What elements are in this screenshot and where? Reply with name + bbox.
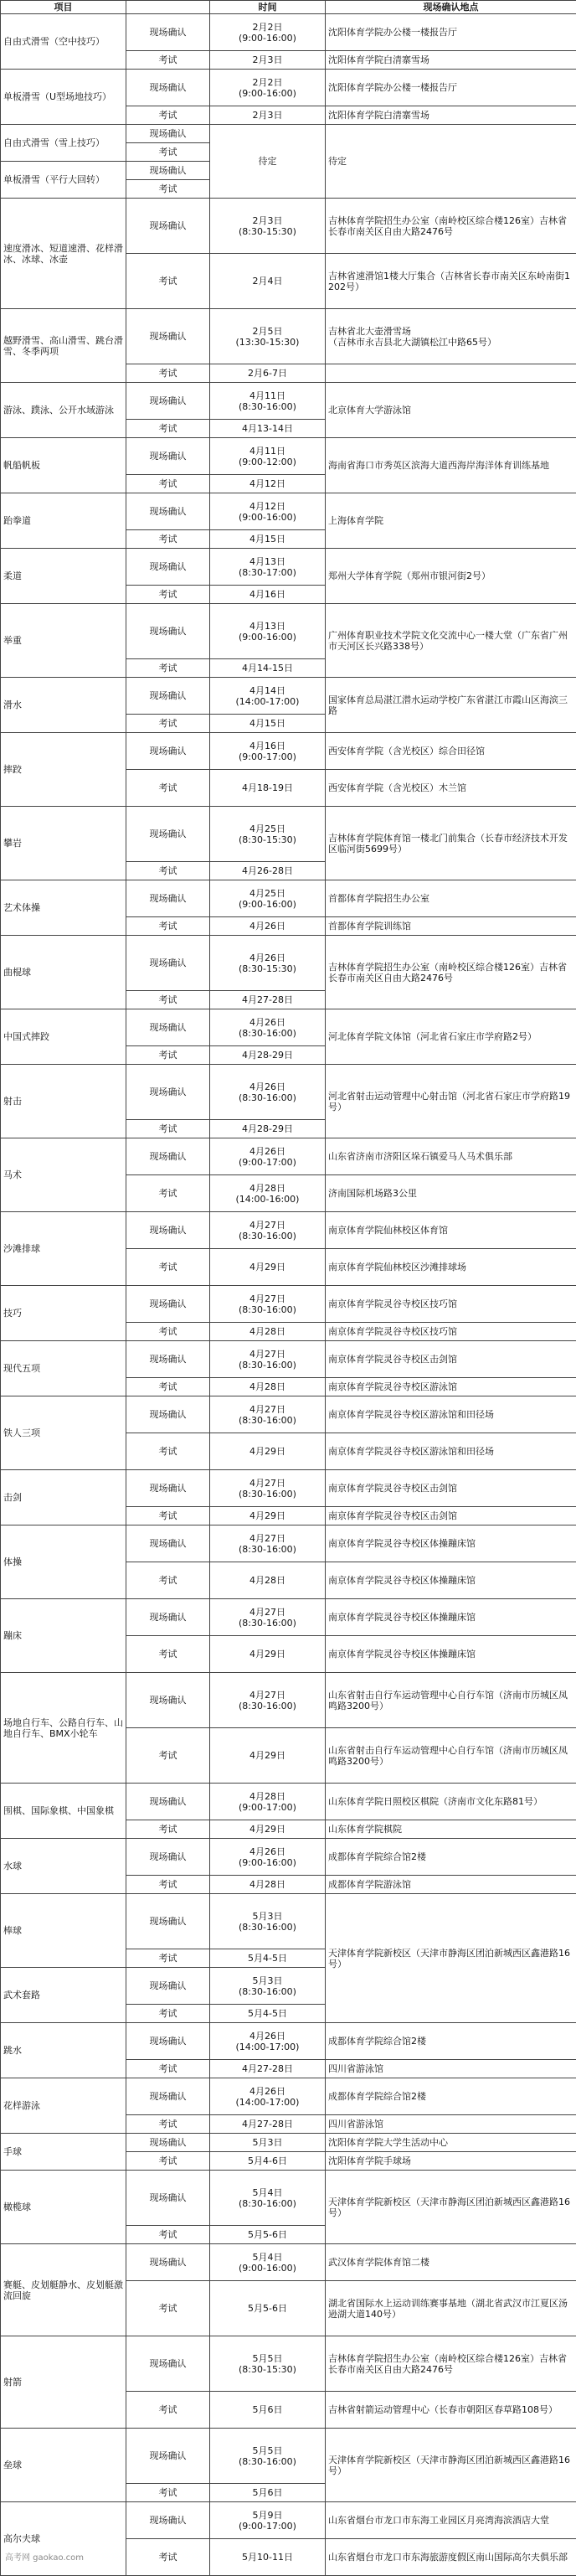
row-type: 考试 — [126, 1636, 210, 1673]
table-row — [1, 733, 576, 770]
row-location: 上海体育学院 — [326, 493, 576, 549]
project-name: 射箭 — [1, 2336, 126, 2429]
row-type: 考试 — [126, 1507, 210, 1525]
row-location: 济南国际机场路3公里 — [326, 1175, 576, 1212]
row-location: 北京体育大学游泳馆 — [326, 383, 576, 438]
row-time: 4月27日 (8:30-16:00) — [210, 1212, 326, 1249]
row-time: 5月3日 (8:30-16:00) — [210, 1968, 326, 2005]
row-location: 吉林体育学院招生办公室（南岭校区综合楼126室）吉林省长春市南关区自由大路2476号 — [326, 2336, 576, 2392]
row-time: 4月28日 (9:00-17:00) — [210, 1784, 326, 1820]
row-type: 现场确认 — [126, 70, 210, 106]
row-location: 南京体育学院灵谷寺校区体操蹦床馆 — [326, 1599, 576, 1636]
table-row — [1, 604, 576, 659]
table-row — [1, 2429, 576, 2484]
row-location: 沈阳体育学院办公楼一楼报告厅 — [326, 70, 576, 106]
row-type: 考试 — [126, 1323, 210, 1341]
row-type: 考试 — [126, 659, 210, 678]
row-type: 现场确认 — [126, 1212, 210, 1249]
row-time: 4月27日 (8:30-16:00) — [210, 1599, 326, 1636]
row-type: 现场确认 — [126, 162, 210, 180]
row-type: 考试 — [126, 1378, 210, 1396]
row-time: 2月5日 (13:30-15:30) — [210, 309, 326, 364]
row-type: 现场确认 — [126, 1470, 210, 1507]
project-name: 橄榄球 — [1, 2171, 126, 2244]
row-location — [326, 364, 576, 383]
row-time: 4月14日 (14:00-17:00) — [210, 678, 326, 715]
row-time: 4月27日 (8:30-16:00) — [210, 1470, 326, 1507]
row-location: 南京体育学院仙林校区沙滩排球场 — [326, 1249, 576, 1286]
project-name: 赛艇、皮划艇静水、皮划艇激流回旋 — [1, 2244, 126, 2336]
row-type: 现场确认 — [126, 1839, 210, 1876]
row-type: 考试 — [126, 106, 210, 125]
row-time: 4月28日 — [210, 1323, 326, 1341]
row-location: 南京体育学院灵谷寺校区游泳馆和田径场 — [326, 1396, 576, 1433]
row-type: 现场确认 — [126, 1065, 210, 1120]
table-row — [1, 1212, 576, 1249]
row-location: 吉林体育学院招生办公室（南岭校区综合楼126室）吉林省长春市南关区自由大路2476号 — [326, 936, 576, 1009]
row-location: 待定 — [326, 125, 576, 199]
row-location: 成都体育学院综合馆2楼 — [326, 2078, 576, 2115]
row-type: 考试 — [126, 1876, 210, 1894]
project-name: 现代五项 — [1, 1341, 126, 1396]
row-time: 4月27日 (8:30-16:00) — [210, 1396, 326, 1433]
row-time: 5月6日 — [210, 2392, 326, 2429]
table-row — [1, 438, 576, 475]
row-type: 现场确认 — [126, 549, 210, 586]
row-time: 4月29日 — [210, 1728, 326, 1784]
project-name: 垒球 — [1, 2429, 126, 2502]
row-type: 考试 — [126, 715, 210, 733]
row-type: 考试 — [126, 51, 210, 70]
row-type: 考试 — [126, 917, 210, 936]
project-name: 场地自行车、公路自行车、山地自行车、BMX小轮车 — [1, 1673, 126, 1784]
row-type: 现场确认 — [126, 1599, 210, 1636]
row-time: 4月25日 (8:30-15:30) — [210, 807, 326, 862]
row-time: 4月26日 (8:30-15:30) — [210, 936, 326, 991]
row-type: 考试 — [126, 2281, 210, 2336]
row-time: 5月9日 (9:00-17:00) — [210, 2502, 326, 2539]
row-time: 2月2日 (9:00-16:00) — [210, 14, 326, 51]
row-time: 5月4日 (9:00-16:00) — [210, 2244, 326, 2281]
row-time: 5月5日 (8:30-15:30) — [210, 2336, 326, 2392]
row-time: 2月2日 (9:00-16:00) — [210, 70, 326, 106]
row-location: 西安体育学院（含光校区）综合田径馆 — [326, 733, 576, 770]
row-type: 考试 — [126, 1046, 210, 1065]
row-time: 2月6-7日 — [210, 364, 326, 383]
row-location: 沈阳体育学院大学生活动中心 — [326, 2134, 576, 2152]
row-location: 吉林省北大壶滑雪场 （吉林市永吉县北大湖镇松江中路65号） — [326, 309, 576, 364]
project-name: 沙滩排球 — [1, 1212, 126, 1286]
row-location: 吉林省速滑馆1楼大厅集合（吉林省长春市南关区东岭南街1202号） — [326, 254, 576, 309]
row-location: 山东省射击自行车运动管理中心自行车馆（济南市历城区凤鸣路3200号） — [326, 1673, 576, 1728]
table-row — [1, 2171, 576, 2226]
row-time: 4月27-28日 — [210, 2060, 326, 2078]
row-time: 4月26日 (8:30-16:00) — [210, 1065, 326, 1120]
project-name: 棒球 — [1, 1894, 126, 1968]
row-type: 现场确认 — [126, 125, 210, 143]
row-location: 山东省烟台市龙口市东海旅游度假区南山国际高尔夫俱乐部 — [326, 2539, 576, 2576]
row-time: 4月27日 (8:30-16:00) — [210, 1341, 326, 1378]
row-time: 4月29日 — [210, 1507, 326, 1525]
project-name: 高尔夫球 — [1, 2502, 126, 2576]
row-location: 山东省济南市济阳区垛石镇爱马人马术俱乐部 — [326, 1138, 576, 1175]
project-name: 手球 — [1, 2134, 126, 2171]
row-time: 4月27日 (8:30-16:00) — [210, 1673, 326, 1728]
row-location: 南京体育学院灵谷寺校区体操蹦床馆 — [326, 1525, 576, 1562]
row-type: 考试 — [126, 180, 210, 199]
watermark-text: 高考网 gaokao.com — [5, 2550, 84, 2563]
row-time: 4月28-29日 — [210, 1120, 326, 1138]
row-time: 4月28日 — [210, 1562, 326, 1599]
row-time: 4月11日 (9:00-12:00) — [210, 438, 326, 475]
row-type: 考试 — [126, 254, 210, 309]
row-location: 山东体育学院日照校区棋院（济南市文化东路81号） — [326, 1784, 576, 1820]
row-location: 南京体育学院灵谷寺校区击剑馆 — [326, 1341, 576, 1378]
row-type: 现场确认 — [126, 1286, 210, 1323]
row-type: 考试 — [126, 420, 210, 438]
table-row — [1, 309, 576, 364]
row-location: 首都体育学院训练馆 — [326, 917, 576, 936]
project-name: 摔跤 — [1, 733, 126, 807]
row-time: 4月28日 — [210, 1378, 326, 1396]
project-name: 体操 — [1, 1525, 126, 1599]
row-time: 5月4-5日 — [210, 2005, 326, 2023]
row-type: 现场确认 — [126, 14, 210, 51]
table-row — [1, 1673, 576, 1728]
row-time: 5月3日 — [210, 2134, 326, 2152]
row-time: 4月16日 — [210, 586, 326, 604]
table-row — [1, 1525, 576, 1562]
row-time: 4月18-19日 — [210, 770, 326, 807]
row-type: 考试 — [126, 1175, 210, 1212]
row-time: 4月14-15日 — [210, 659, 326, 678]
row-time: 4月28-29日 — [210, 1046, 326, 1065]
row-location: 山东省烟台市龙口市东海工业园区月亮湾海滨酒店大堂 — [326, 2502, 576, 2539]
row-time: 4月13日 (9:00-16:00) — [210, 604, 326, 659]
table-row — [1, 125, 576, 143]
table-row — [1, 493, 576, 530]
table-row — [1, 880, 576, 917]
row-time: 5月4日 (8:30-16:00) — [210, 2171, 326, 2226]
row-location: 河北省射击运动管理中心射击馆（河北省石家庄市学府路19号） — [326, 1065, 576, 1138]
row-time: 4月27日 (8:30-16:00) — [210, 1286, 326, 1323]
table-row — [1, 1009, 576, 1046]
row-type: 考试 — [126, 2226, 210, 2244]
table-row — [1, 2502, 576, 2539]
row-location: 南京体育学院灵谷寺校区技巧馆 — [326, 1286, 576, 1323]
row-location: 武汉体育学院体育馆二楼 — [326, 2244, 576, 2281]
row-time: 4月11日 (8:30-16:00) — [210, 383, 326, 420]
table-row — [1, 1894, 576, 1949]
project-name: 围棋、国际象棋、中国象棋 — [1, 1784, 126, 1839]
project-name: 举重 — [1, 604, 126, 678]
row-time: 4月26日 (8:30-16:00) — [210, 1009, 326, 1046]
row-location: 成都体育学院综合馆2楼 — [326, 1839, 576, 1876]
row-type: 现场确认 — [126, 1396, 210, 1433]
table-row — [1, 199, 576, 254]
row-time: 待定 — [210, 125, 326, 199]
row-time: 2月3日 — [210, 51, 326, 70]
project-name: 柔道 — [1, 549, 126, 604]
header-type — [126, 1, 210, 14]
row-type: 现场确认 — [126, 733, 210, 770]
row-type: 考试 — [126, 2115, 210, 2134]
table-row — [1, 1784, 576, 1820]
row-type: 现场确认 — [126, 936, 210, 991]
row-location: 海南省海口市秀英区滨海大道西海岸海洋体育训练基地 — [326, 438, 576, 493]
row-location: 山东省射击自行车运动管理中心自行车馆（济南市历城区凤鸣路3200号） — [326, 1728, 576, 1784]
row-location: 首都体育学院招生办公室 — [326, 880, 576, 917]
row-location: 南京体育学院灵谷寺校区游泳馆 — [326, 1378, 576, 1396]
row-time: 4月27日 (8:30-16:00) — [210, 1525, 326, 1562]
row-time: 5月10-11日 — [210, 2539, 326, 2576]
project-name: 单板滑雪（平行大回转） — [1, 162, 126, 199]
row-time: 4月29日 — [210, 1433, 326, 1470]
table-row — [1, 2134, 576, 2152]
table-row — [1, 2023, 576, 2060]
row-location: 沈阳体育学院白清寨雪场 — [326, 51, 576, 70]
row-location: 南京体育学院灵谷寺校区击剑馆 — [326, 1470, 576, 1507]
row-type: 现场确认 — [126, 1673, 210, 1728]
row-type: 现场确认 — [126, 438, 210, 475]
row-time: 5月4-6日 — [210, 2152, 326, 2171]
project-name: 中国式摔跤 — [1, 1009, 126, 1065]
row-time: 4月25日 (9:00-16:00) — [210, 880, 326, 917]
row-location: 郑州大学体育学院（郑州市银河街2号） — [326, 549, 576, 604]
table-row — [1, 549, 576, 586]
row-type: 现场确认 — [126, 1009, 210, 1046]
row-type: 现场确认 — [126, 1784, 210, 1820]
row-location: 沈阳体育学院办公楼一楼报告厅 — [326, 14, 576, 51]
row-type: 现场确认 — [126, 2078, 210, 2115]
project-name: 自由式滑雪（空中技巧） — [1, 14, 126, 70]
row-location: 河北体育学院文体馆（河北省石家庄市学府路2号） — [326, 1009, 576, 1065]
row-location: 广州体育职业技术学院文化交流中心一楼大堂（广东省广州市天河区长兴路338号） — [326, 604, 576, 678]
table-row — [1, 2244, 576, 2281]
project-name: 帆船帆板 — [1, 438, 126, 493]
table-row — [1, 383, 576, 420]
project-name: 滑水 — [1, 678, 126, 733]
row-time: 4月12日 — [210, 475, 326, 493]
project-name: 艺术体操 — [1, 880, 126, 936]
row-time: 4月15日 — [210, 715, 326, 733]
table-row — [1, 1286, 576, 1323]
row-type: 考试 — [126, 2484, 210, 2502]
row-location: 国家体育总局湛江潜水运动学校广东省湛江市霞山区海滨三路 — [326, 678, 576, 733]
table-row — [1, 678, 576, 715]
row-time: 4月27-28日 — [210, 2115, 326, 2134]
row-type: 现场确认 — [126, 309, 210, 364]
row-type: 考试 — [126, 364, 210, 383]
table-row — [1, 2336, 576, 2392]
row-location: 吉林体育学院招生办公室（南岭校区综合楼126室）吉林省长春市南关区自由大路2476号 — [326, 199, 576, 254]
header-time: 时间 — [210, 1, 326, 14]
row-location: 南京体育学院灵谷寺校区游泳馆和田径场 — [326, 1433, 576, 1470]
row-location: 湖北省国际水上运动训练赛事基地（湖北省武汉市江夏区汤逊湖大道140号） — [326, 2281, 576, 2336]
row-type: 现场确认 — [126, 2171, 210, 2226]
project-name: 马术 — [1, 1138, 126, 1212]
row-type: 考试 — [126, 1949, 210, 1968]
row-location: 沈阳体育学院白清寨雪场 — [326, 106, 576, 125]
project-name: 游泳、蹼泳、公开水域游泳 — [1, 383, 126, 438]
row-type: 现场确认 — [126, 2134, 210, 2152]
project-name: 花样游泳 — [1, 2078, 126, 2134]
row-time: 5月5-6日 — [210, 2226, 326, 2244]
table-row — [1, 1839, 576, 1876]
row-location: 南京体育学院仙林校区体育馆 — [326, 1212, 576, 1249]
row-location: 成都体育学院游泳馆 — [326, 1876, 576, 1894]
row-type: 现场确认 — [126, 2336, 210, 2392]
row-type: 考试 — [126, 2060, 210, 2078]
row-time: 4月13-14日 — [210, 420, 326, 438]
row-type: 现场确认 — [126, 1138, 210, 1175]
row-type: 现场确认 — [126, 604, 210, 659]
project-name: 速度滑冰、短道速滑、花样滑冰、冰球、冰壶 — [1, 199, 126, 309]
row-type: 现场确认 — [126, 383, 210, 420]
table-row — [1, 1470, 576, 1507]
row-location: 天津体育学院新校区（天津市静海区团泊新城西区鑫港路16号） — [326, 2429, 576, 2502]
row-time: 4月15日 — [210, 530, 326, 549]
row-time: 4月29日 — [210, 1249, 326, 1286]
row-type: 考试 — [126, 530, 210, 549]
project-name: 曲棍球 — [1, 936, 126, 1009]
table-row — [1, 807, 576, 862]
row-type: 现场确认 — [126, 199, 210, 254]
row-type: 现场确认 — [126, 807, 210, 862]
row-type: 考试 — [126, 143, 210, 162]
row-time: 4月26日 (14:00-17:00) — [210, 2023, 326, 2060]
row-time: 4月28日 — [210, 1876, 326, 1894]
row-time: 4月29日 — [210, 1820, 326, 1839]
row-time: 5月5日 (8:30-16:00) — [210, 2429, 326, 2484]
row-type: 考试 — [126, 991, 210, 1009]
row-time: 4月26日 — [210, 917, 326, 936]
row-type: 考试 — [126, 2392, 210, 2429]
row-time: 4月26-28日 — [210, 862, 326, 880]
row-type: 考试 — [126, 1249, 210, 1286]
table-header-row — [1, 1, 576, 14]
row-time: 5月6日 — [210, 2484, 326, 2502]
project-name: 跳水 — [1, 2023, 126, 2078]
row-time: 4月26日 (9:00-16:00) — [210, 1839, 326, 1876]
project-name: 射击 — [1, 1065, 126, 1138]
row-time: 4月16日 (9:00-17:00) — [210, 733, 326, 770]
row-time: 4月13日 (8:30-17:00) — [210, 549, 326, 586]
row-time: 2月3日 (8:30-15:30) — [210, 199, 326, 254]
row-type: 现场确认 — [126, 678, 210, 715]
row-location: 南京体育学院灵谷寺校区体操蹦床馆 — [326, 1636, 576, 1673]
row-time: 2月4日 — [210, 254, 326, 309]
project-name: 水球 — [1, 1839, 126, 1894]
row-time: 4月27-28日 — [210, 991, 326, 1009]
project-name: 铁人三项 — [1, 1396, 126, 1470]
row-time: 4月28日 (14:00-16:00) — [210, 1175, 326, 1212]
row-type: 考试 — [126, 1820, 210, 1839]
table-row — [1, 1599, 576, 1636]
row-type: 考试 — [126, 475, 210, 493]
row-time: 2月3日 — [210, 106, 326, 125]
row-location: 南京体育学院灵谷寺校区击剑馆 — [326, 1507, 576, 1525]
header-project: 项目 — [1, 1, 126, 14]
row-type: 现场确认 — [126, 2429, 210, 2484]
row-type: 考试 — [126, 1433, 210, 1470]
row-location: 天津体育学院新校区（天津市静海区团泊新城西区鑫港路16号） — [326, 1894, 576, 2023]
row-location: 吉林体育学院体育馆一楼北门前集合（长春市经济技术开发区临河街5699号） — [326, 807, 576, 880]
row-type: 考试 — [126, 1728, 210, 1784]
row-time: 5月3日 (8:30-16:00) — [210, 1894, 326, 1949]
row-location: 沈阳体育学院手球场 — [326, 2152, 576, 2171]
row-type: 现场确认 — [126, 1968, 210, 2005]
row-time: 4月26日 (14:00-17:00) — [210, 2078, 326, 2115]
row-type: 考试 — [126, 1120, 210, 1138]
row-type: 考试 — [126, 2539, 210, 2576]
row-type: 考试 — [126, 2152, 210, 2171]
table-row — [1, 1341, 576, 1378]
project-name: 越野滑雪、高山滑雪、跳台滑雪、冬季两项 — [1, 309, 126, 383]
row-location: 南京体育学院灵谷寺校区技巧馆 — [326, 1323, 576, 1341]
row-type: 现场确认 — [126, 1341, 210, 1378]
project-name: 技巧 — [1, 1286, 126, 1341]
row-type: 考试 — [126, 1562, 210, 1599]
row-time: 5月5-6日 — [210, 2281, 326, 2336]
row-location: 吉林省射箭运动管理中心（长春市朝阳区春草路108号） — [326, 2392, 576, 2429]
header-location: 现场确认地点 — [326, 1, 576, 14]
project-name: 自由式滑雪（雪上技巧） — [1, 125, 126, 162]
row-type: 现场确认 — [126, 1894, 210, 1949]
table-row — [1, 1138, 576, 1175]
row-location: 成都体育学院综合馆2楼 — [326, 2023, 576, 2060]
row-time: 5月4-5日 — [210, 1949, 326, 1968]
project-name: 跆拳道 — [1, 493, 126, 549]
row-type: 考试 — [126, 2005, 210, 2023]
row-location: 山东体育学院棋院 — [326, 1820, 576, 1839]
row-type: 现场确认 — [126, 880, 210, 917]
project-name: 武术套路 — [1, 1968, 126, 2023]
project-name: 单板滑雪（U型场地技巧） — [1, 70, 126, 125]
table-row — [1, 14, 576, 51]
row-type: 现场确认 — [126, 2244, 210, 2281]
row-location: 四川省游泳馆 — [326, 2115, 576, 2134]
row-location: 天津体育学院新校区（天津市静海区团泊新城西区鑫港路16号） — [326, 2171, 576, 2244]
project-name: 击剑 — [1, 1470, 126, 1525]
row-type: 考试 — [126, 770, 210, 807]
row-time: 4月12日 (9:00-16:00) — [210, 493, 326, 530]
row-type: 现场确认 — [126, 1525, 210, 1562]
project-name: 蹦床 — [1, 1599, 126, 1673]
table-row — [1, 1396, 576, 1433]
row-type: 现场确认 — [126, 2502, 210, 2539]
project-name: 攀岩 — [1, 807, 126, 880]
row-type: 现场确认 — [126, 493, 210, 530]
table-row — [1, 936, 576, 991]
row-location: 西安体育学院（含光校区）木兰馆 — [326, 770, 576, 807]
row-time: 4月29日 — [210, 1636, 326, 1673]
row-time: 4月26日 (9:00-17:00) — [210, 1138, 326, 1175]
table-row — [1, 70, 576, 106]
table-row — [1, 1065, 576, 1120]
row-type: 考试 — [126, 862, 210, 880]
row-type: 考试 — [126, 586, 210, 604]
table-row — [1, 2078, 576, 2115]
row-type: 现场确认 — [126, 2023, 210, 2060]
row-location: 四川省游泳馆 — [326, 2060, 576, 2078]
row-location: 南京体育学院灵谷寺校区体操蹦床馆 — [326, 1562, 576, 1599]
